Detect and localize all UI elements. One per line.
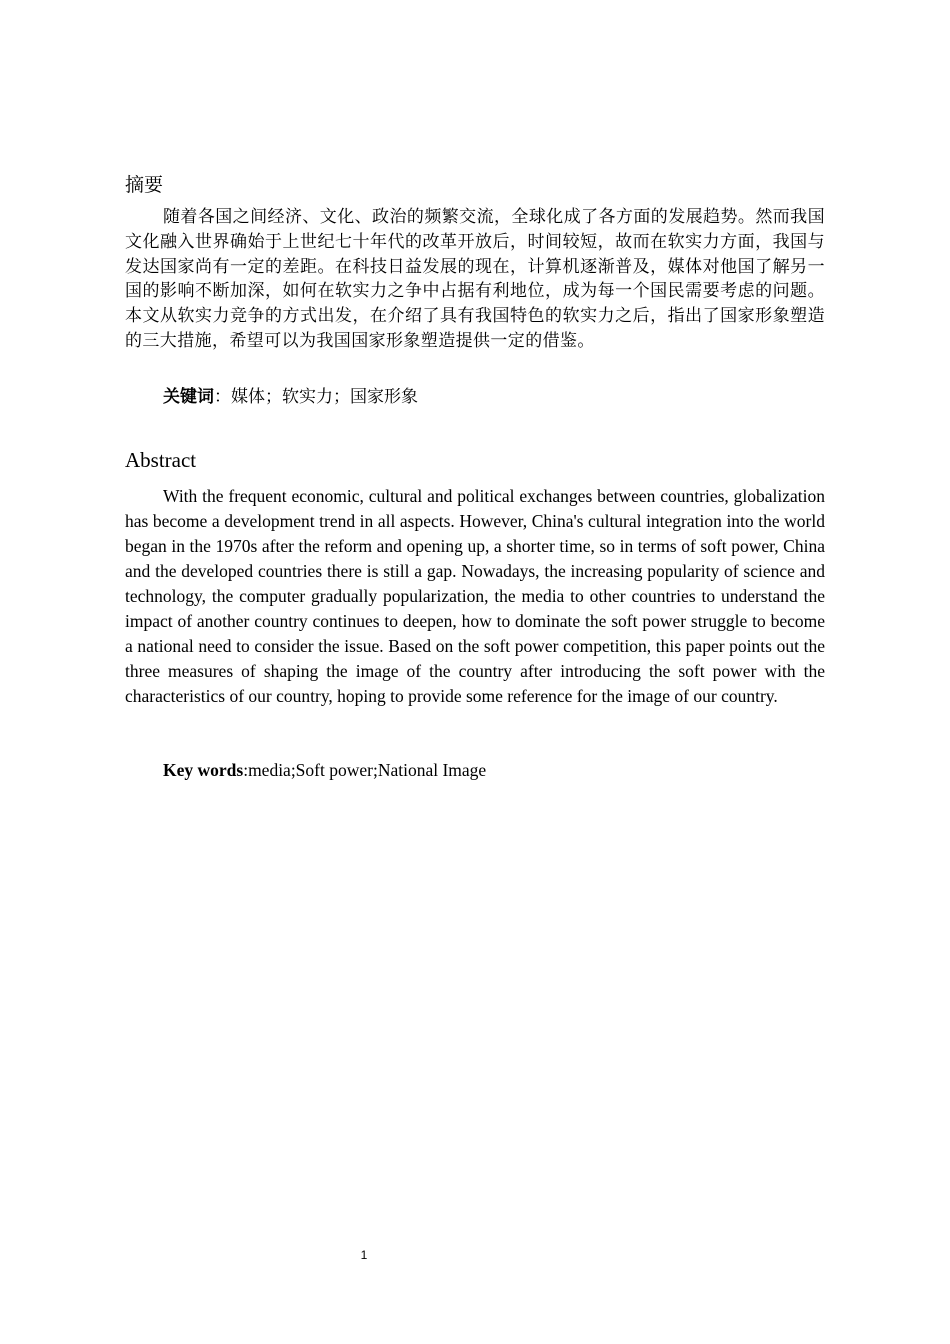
chinese-abstract-heading: 摘要: [125, 174, 164, 196]
chinese-keywords-label: 关键词: [163, 387, 214, 407]
page-number: 1: [360, 1248, 368, 1262]
english-keywords-value: :media;Soft power;National Image: [243, 760, 487, 780]
english-abstract-heading: Abstract: [125, 448, 197, 472]
english-keywords: [163, 758, 486, 782]
chinese-keywords-value: ：媒体；软实力；国家形象: [214, 387, 418, 407]
chinese-keywords: [163, 385, 418, 409]
english-keywords-label: Key words: [163, 760, 244, 780]
chinese-abstract-body: 随着各国之间经济、文化、政治的频繁交流，全球化成了各方面的发展趋势。然而我国文化融入世界确始于上世纪七十年代的改革开放后，时间较短，故而在软实力方面，我国与发达国家尚有一定的差距。在科技日益发展的现在，计算机逐渐普及，媒体对他国了解另一国的影响不断加深，如何在软实力之争中占据有利地位，成为每一个国民需要考虑的问题。本文从软实力竞争的方式出发，在介绍了具有我国特色的软实力之后，指出了国家形象塑造的三大措施，希望可以为我国国家形象塑造提供一定的借鉴。: [125, 207, 825, 351]
english-abstract-body: With the frequent economic, cultural and political exchanges between countries, globalization has become a development trend in all aspects. However, China's cultural integration into the world began in the 1970s after the reform and opening up, a shorter time, so in terms of soft power, China and the developed countries there is still a gap. Nowadays, the increasing popularity of science and technology, the computer gradually popularization, the media to other countries to understand the impact of another country continues to deepen, how to dominate the soft power struggle to become a national need to consider the issue. Based on the soft power competition, this paper points out the three measures of shaping the image of the country after introducing the soft power with the characteristics of our country, hoping to provide some reference for the image of our country.: [125, 486, 825, 706]
